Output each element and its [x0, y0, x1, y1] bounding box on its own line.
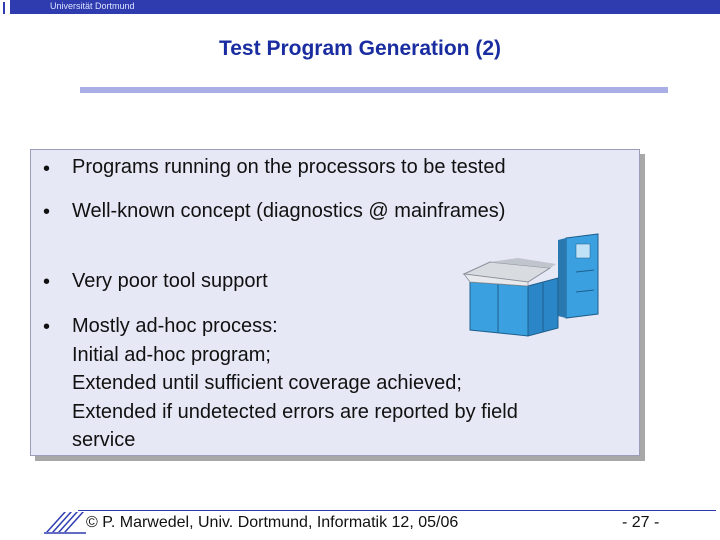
bullet-marker: •: [43, 158, 51, 180]
slide-title: Test Program Generation (2): [218, 37, 501, 60]
bullet-2-text: Well-known concept (diagnostics @ mainframes): [72, 200, 506, 222]
title-underline: [80, 87, 668, 93]
bullet-4-line-3: Extended until sufficient coverage achieved;: [72, 372, 462, 394]
bullet-marker: •: [43, 316, 51, 338]
institution-label: Universität Dortmund: [50, 1, 135, 11]
bullet-4-line-1: Mostly ad-hoc process:: [72, 315, 278, 337]
bullet-3-text: Very poor tool support: [72, 270, 268, 292]
bullet-marker: •: [43, 201, 51, 223]
bullet-marker: •: [43, 271, 51, 293]
bullet-4-line-4: Extended if undetected errors are reported by field: [72, 401, 518, 423]
page-number: - 27 -: [622, 514, 660, 531]
university-logo-icon: [44, 508, 86, 536]
footer-divider: [78, 510, 716, 511]
bullet-4-line-5: service: [72, 429, 136, 451]
bullet-1-text: Programs running on the processors to be tested: [72, 156, 506, 178]
banner-edge: [0, 0, 10, 14]
mainframe-computer-icon: [458, 232, 608, 340]
footer-copyright: © P. Marwedel, Univ. Dortmund, Informatik 12, 05/06: [86, 514, 459, 531]
bullet-4-line-2: Initial ad-hoc program;: [72, 344, 271, 366]
top-banner: [0, 0, 720, 14]
